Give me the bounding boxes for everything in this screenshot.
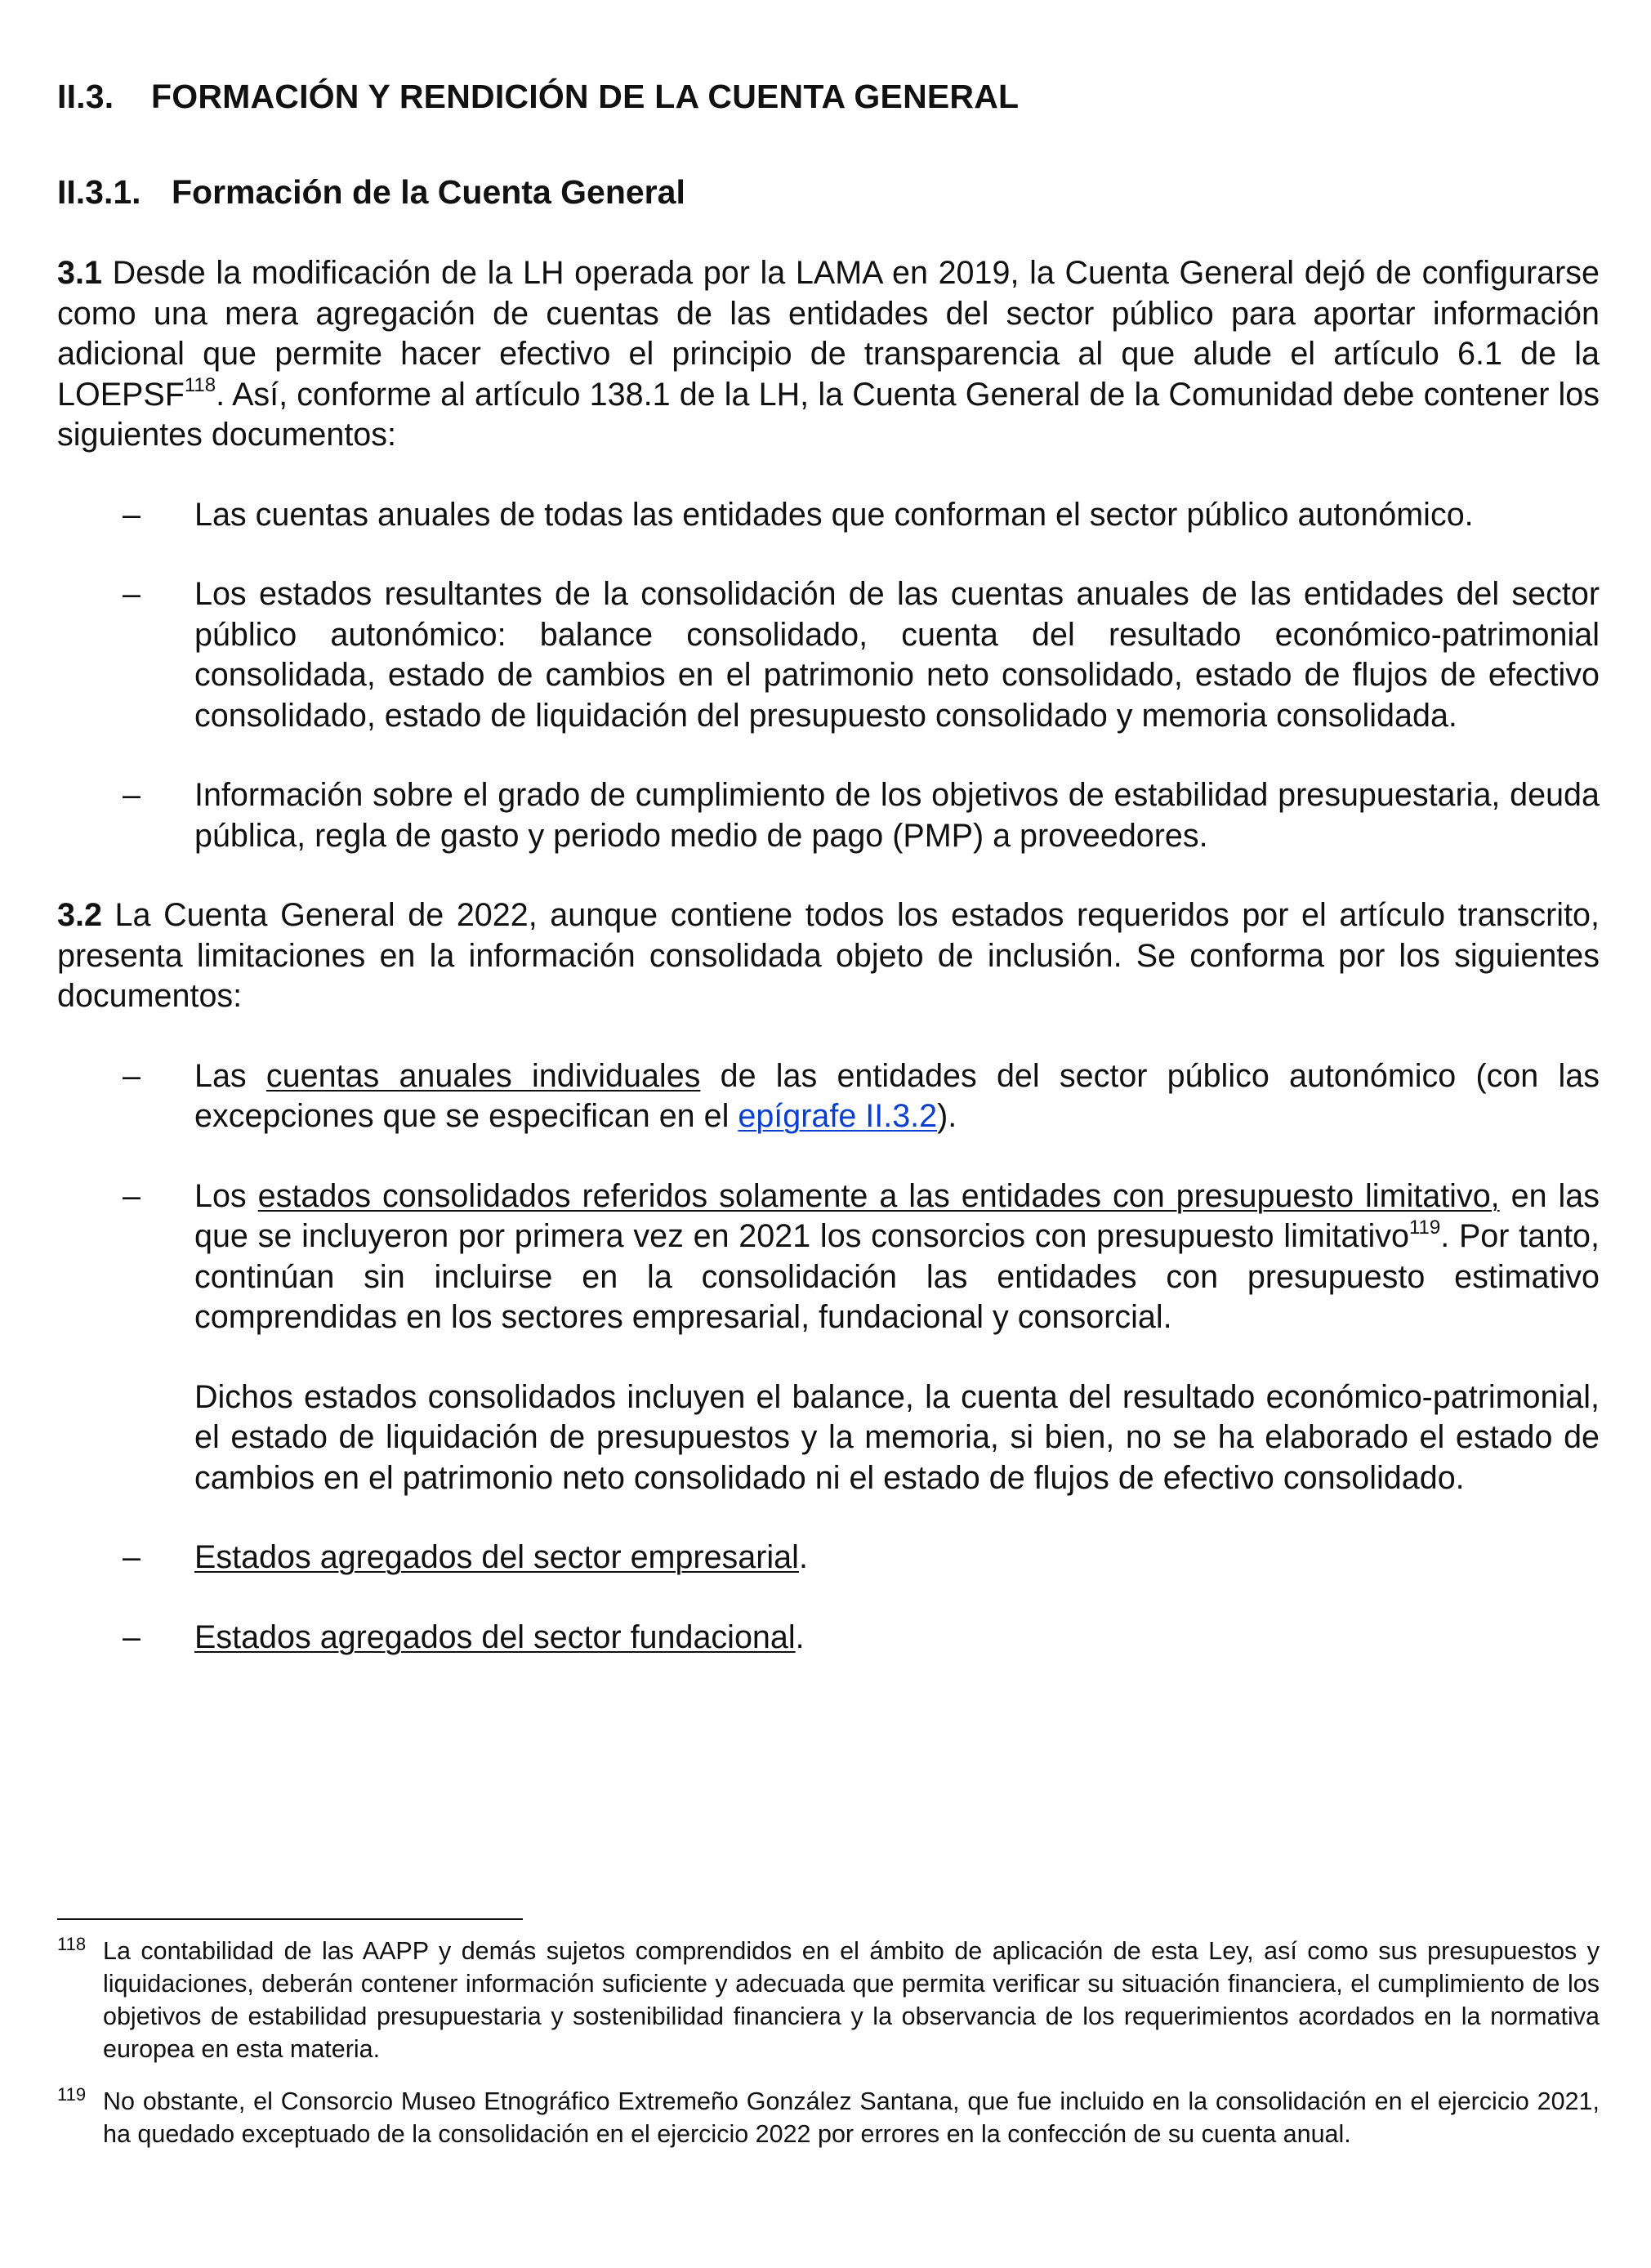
footnote-text: No obstante, el Consorcio Museo Etnográfico Extremeño González Santana, que fue incluido en la consolidación en el ejercicio 2021, ha quedado exceptuado de la consolidación en el ejercicio 2022 por errores en la confección de su cuenta anual. <box>103 2087 1600 2148</box>
dash-bullet: – <box>123 1539 141 1575</box>
list-item <box>57 495 1600 536</box>
list-item <box>57 775 1600 856</box>
list-item <box>57 574 1600 736</box>
subsection-heading <box>57 173 685 212</box>
subsection-number: II.3.1. <box>57 173 141 211</box>
paragraph-text: . Así, conforme al artículo 138.1 de la LH, la Cuenta General de la Comunidad debe contener los siguientes documentos: <box>57 376 1600 453</box>
list-item <box>57 1618 1600 1659</box>
list-item <box>57 1538 1600 1578</box>
underlined-term: Estados agregados del sector fundacional <box>194 1618 796 1655</box>
paragraph-3-1 <box>57 253 1600 456</box>
dash-bullet: – <box>123 496 141 533</box>
paragraph-number: 3.2 <box>57 897 102 933</box>
dash-bullet: – <box>123 1618 141 1655</box>
epigrafe-link[interactable]: epígrafe II.3.2 <box>738 1098 938 1134</box>
section-number: II.3. <box>57 78 114 115</box>
paragraph-3-2 <box>57 895 1600 1017</box>
section-title: FORMACIÓN Y RENDICIÓN DE LA CUENTA GENERAL <box>151 78 1020 115</box>
underlined-term: cuentas anuales individuales <box>265 1057 701 1094</box>
list-item-continuation: Dichos estados consolidados incluyen el balance, la cuenta del resultado económico-patrimonial, el estado de liquidación de presupuestos y la memoria, si bien, no se ha elaborado el estado de cambios en el patrimonio neto consolidado ni el estado de flujos de efectivo consolidado. <box>194 1378 1600 1496</box>
footnote-number: 119 <box>57 2084 87 2105</box>
subsection-title: Formación de la Cuenta General <box>172 173 685 211</box>
paragraph-text: Desde la modificación de la LH operada por la LAMA en 2019, la Cuenta General dejó de configurarse como una mera agregación de cuentas de las entidades del sector público para aportar información adicional que permite hacer efectivo el principio de transparencia al que alude el artículo 6.1 de la LOEPSF <box>57 255 1600 413</box>
footnote-ref-119[interactable]: 119 <box>1408 1216 1441 1239</box>
dash-bullet: – <box>123 1177 141 1214</box>
paragraph-number: 3.1 <box>57 255 102 291</box>
footnote-number: 118 <box>57 1934 87 1954</box>
dash-bullet: – <box>123 777 141 813</box>
list-item-text: Información sobre el grado de cumplimiento de los objetivos de estabilidad presupuestaria, deuda pública, regla de gasto y periodo medio de pago (PMP) a proveedores. <box>194 777 1600 854</box>
list-item-text: Las cuentas anuales de todas las entidades que conforman el sector público autonómico. <box>194 496 1474 533</box>
footnote-ref-118[interactable]: 118 <box>184 374 216 397</box>
footnote-separator <box>57 1918 523 1920</box>
body-text <box>57 253 1600 1658</box>
list-item-text: Los estados resultantes de la consolidación de las cuentas anuales de las entidades del sector público autonómico: balance consolidado, cuenta del resultado económico-patrimonial consolidada, estado de cambios en el patrimonio neto consolidado, estado de flujos de efectivo consolidado, estado de liquidación del presupuesto consolidado y memoria consolidada. <box>194 576 1600 734</box>
list-item <box>57 1056 1600 1137</box>
dash-bullet: – <box>123 1057 141 1094</box>
footnote-118 <box>57 1935 1600 2065</box>
section-heading <box>57 78 1019 116</box>
list-item-text: Estados agregados del sector empresarial. <box>194 1539 808 1575</box>
underlined-term: estados consolidados referidos solamente a las entidades con presupuesto limitativo, <box>257 1177 1500 1214</box>
dash-bullet: – <box>123 576 141 612</box>
paragraph-text: La Cuenta General de 2022, aunque contiene todos los estados requeridos por el artículo transcrito, presenta limitaciones en la información consolidada objeto de inclusión. Se conforma por los siguientes documentos: <box>57 897 1600 1014</box>
list-item-text: Las cuentas anuales individuales de las entidades del sector público autonómico (con las excepciones que se especifican en el epígrafe II.3.2). <box>194 1057 1600 1134</box>
footnote-119 <box>57 2085 1600 2150</box>
list-item-text: Estados agregados del sector fundacional. <box>194 1618 805 1655</box>
footnotes <box>57 1935 1600 2150</box>
footnote-text: La contabilidad de las AAPP y demás sujetos comprendidos en el ámbito de aplicación de esta Ley, así como sus presupuestos y liquidaciones, deberán contener información suficiente y adecuada que permita verificar su situación financiera, el cumplimiento de los objetivos de estabilidad presupuestaria y sostenibilidad financiera y la observancia de los requerimientos acordados en la normativa europea en esta materia. <box>103 1937 1600 2063</box>
list-item-text: Los estados consolidados referidos solamente a las entidades con presupuesto limitativo, en las que se incluyeron por primera vez en 2021 los consorcios con presupuesto limitativo$^{119}$. Por tanto, continúan sin incluirse en la consolidación las entidades con presupuesto estimativo comprendidas en los sectores empresarial, fundacional y consorcial. <box>194 1177 1600 1335</box>
list-item <box>57 1176 1600 1499</box>
underlined-term: Estados agregados del sector empresarial <box>194 1539 799 1575</box>
